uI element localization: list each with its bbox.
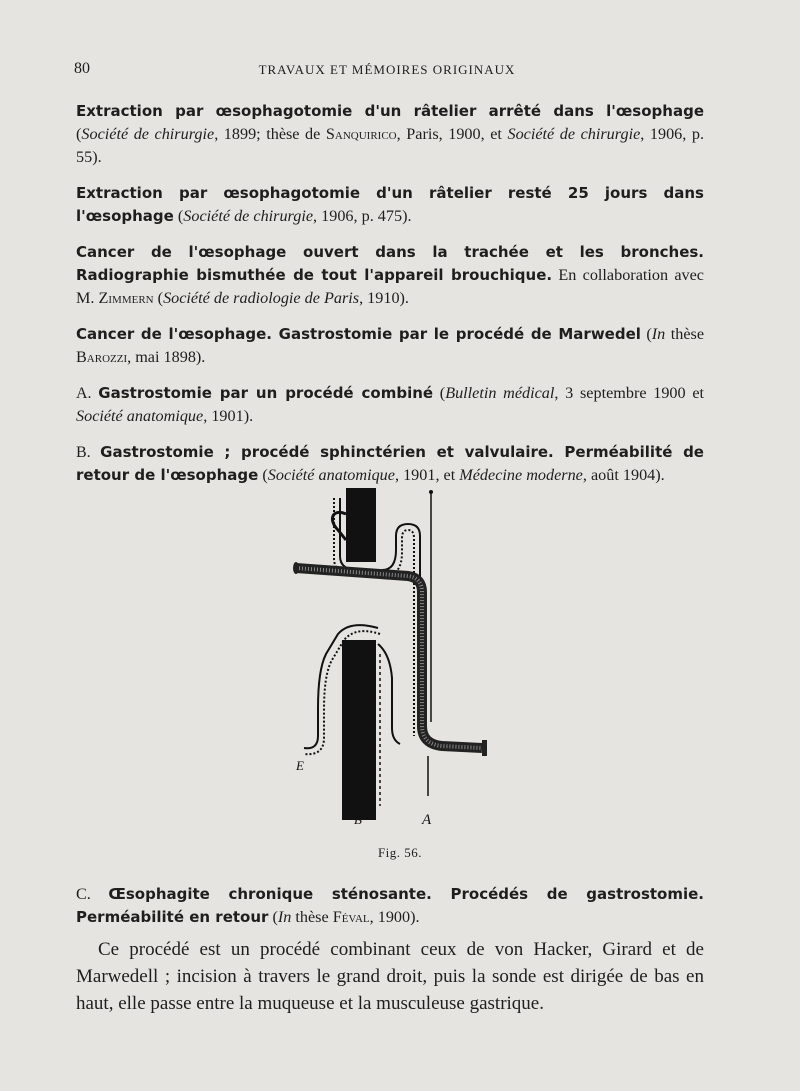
- gastrostomy-diagram: [200, 478, 600, 828]
- running-title: TRAVAUX ET MÉMOIRES ORIGINAUX: [258, 62, 516, 77]
- publication-entry: Cancer de l'œsophage. Gastrostomie par le procédé de Marwedel (In thèse Barozzi, mai 1898).: [76, 325, 705, 366]
- figure-label-b: B: [354, 812, 362, 827]
- figure-caption: Fig. 56.: [377, 845, 423, 860]
- entry-title: Extraction par œsophagotomie d'un râtelier arrêté dans l'œsophage: [76, 102, 704, 120]
- entry-label: A.: [76, 385, 92, 402]
- publication-entry-b: B. Gastrostomie ; procédé sphinctérien et valvulaire. Perméabilité de retour de l'œsophage (Société anatomique, 1901, et Médecine moderne, août 1904).: [76, 443, 704, 484]
- gastrostomy-figure: [200, 478, 600, 828]
- entry-label: C.: [76, 885, 91, 903]
- catheter-right-end: [482, 740, 487, 756]
- lower-right-curl: [378, 644, 400, 744]
- publication-entry-a: A. Gastrostomie par un procédé combiné (Bulletin médical, 3 septembre 1900 et Société anatomique, 1901).: [76, 384, 705, 425]
- upper-stem-block: [346, 488, 376, 562]
- entry-title: Gastrostomie ; procédé sphinctérien et valvulaire. Perméabilité de retour de l'œsophage: [76, 443, 704, 484]
- entry-title: Cancer de l'œsophage. Gastrostomie par le procédé de Marwedel: [76, 325, 641, 343]
- figure-label-a: A: [422, 812, 432, 828]
- entry-title: Extraction par œsophagotomie d'un râtelier resté 25 jours dans l'œsophage: [76, 184, 704, 225]
- publication-entry-c: C. Œsophagite chronique sténosante. Procédés de gastrostomie. Perméabilité en retour (In thèse Féval, 1900).: [76, 885, 705, 926]
- entry-title: Œsophagite chronique sténosante. Procédés de gastrostomie. Perméabilité en retour: [76, 885, 705, 926]
- publication-entry: Cancer de l'œsophage ouvert dans la trachée et les bronches. Radiographie bismuthée de tout l'appareil brouchique. En collaboration avec M. Zimmern (Société de radiologie de Paris, 1910).: [76, 243, 704, 307]
- pointer-dot-top: [429, 490, 433, 494]
- page-number: 80: [74, 60, 90, 77]
- entry-title: Gastrostomie par un procédé combiné: [98, 384, 434, 402]
- catheter-left-end: [293, 562, 299, 574]
- publication-entry: Extraction par œsophagotomie d'un râtelier arrêté dans l'œsophage (Société de chirurgie, 1899; thèse de Sanquirico, Paris, 1900, et Société de chirurgie, 1906, p. 55).: [76, 102, 704, 166]
- figure-label-e: E: [296, 758, 304, 773]
- publication-entry: Extraction par œsophagotomie d'un râtelier resté 25 jours dans l'œsophage (Société de chirurgie, 1906, p. 475).: [76, 184, 704, 225]
- entry-title: Cancer de l'œsophage ouvert dans la trachée et les bronches. Radiographie bismuthée de tout l'appareil brouchique.: [76, 243, 704, 284]
- publication-list: [76, 100, 704, 500]
- entry-label: B.: [76, 444, 91, 461]
- body-paragraph: Ce procédé est un procédé combinant ceux de von Hacker, Girard et de Marwedell ; incision à travers le grand droit, puis la sonde est dirigée de bas en haut, elle passe entre la muqueuse et la musculeuse gastrique.: [76, 939, 704, 1014]
- lower-stem-block: [342, 640, 376, 820]
- page-header: [74, 60, 700, 82]
